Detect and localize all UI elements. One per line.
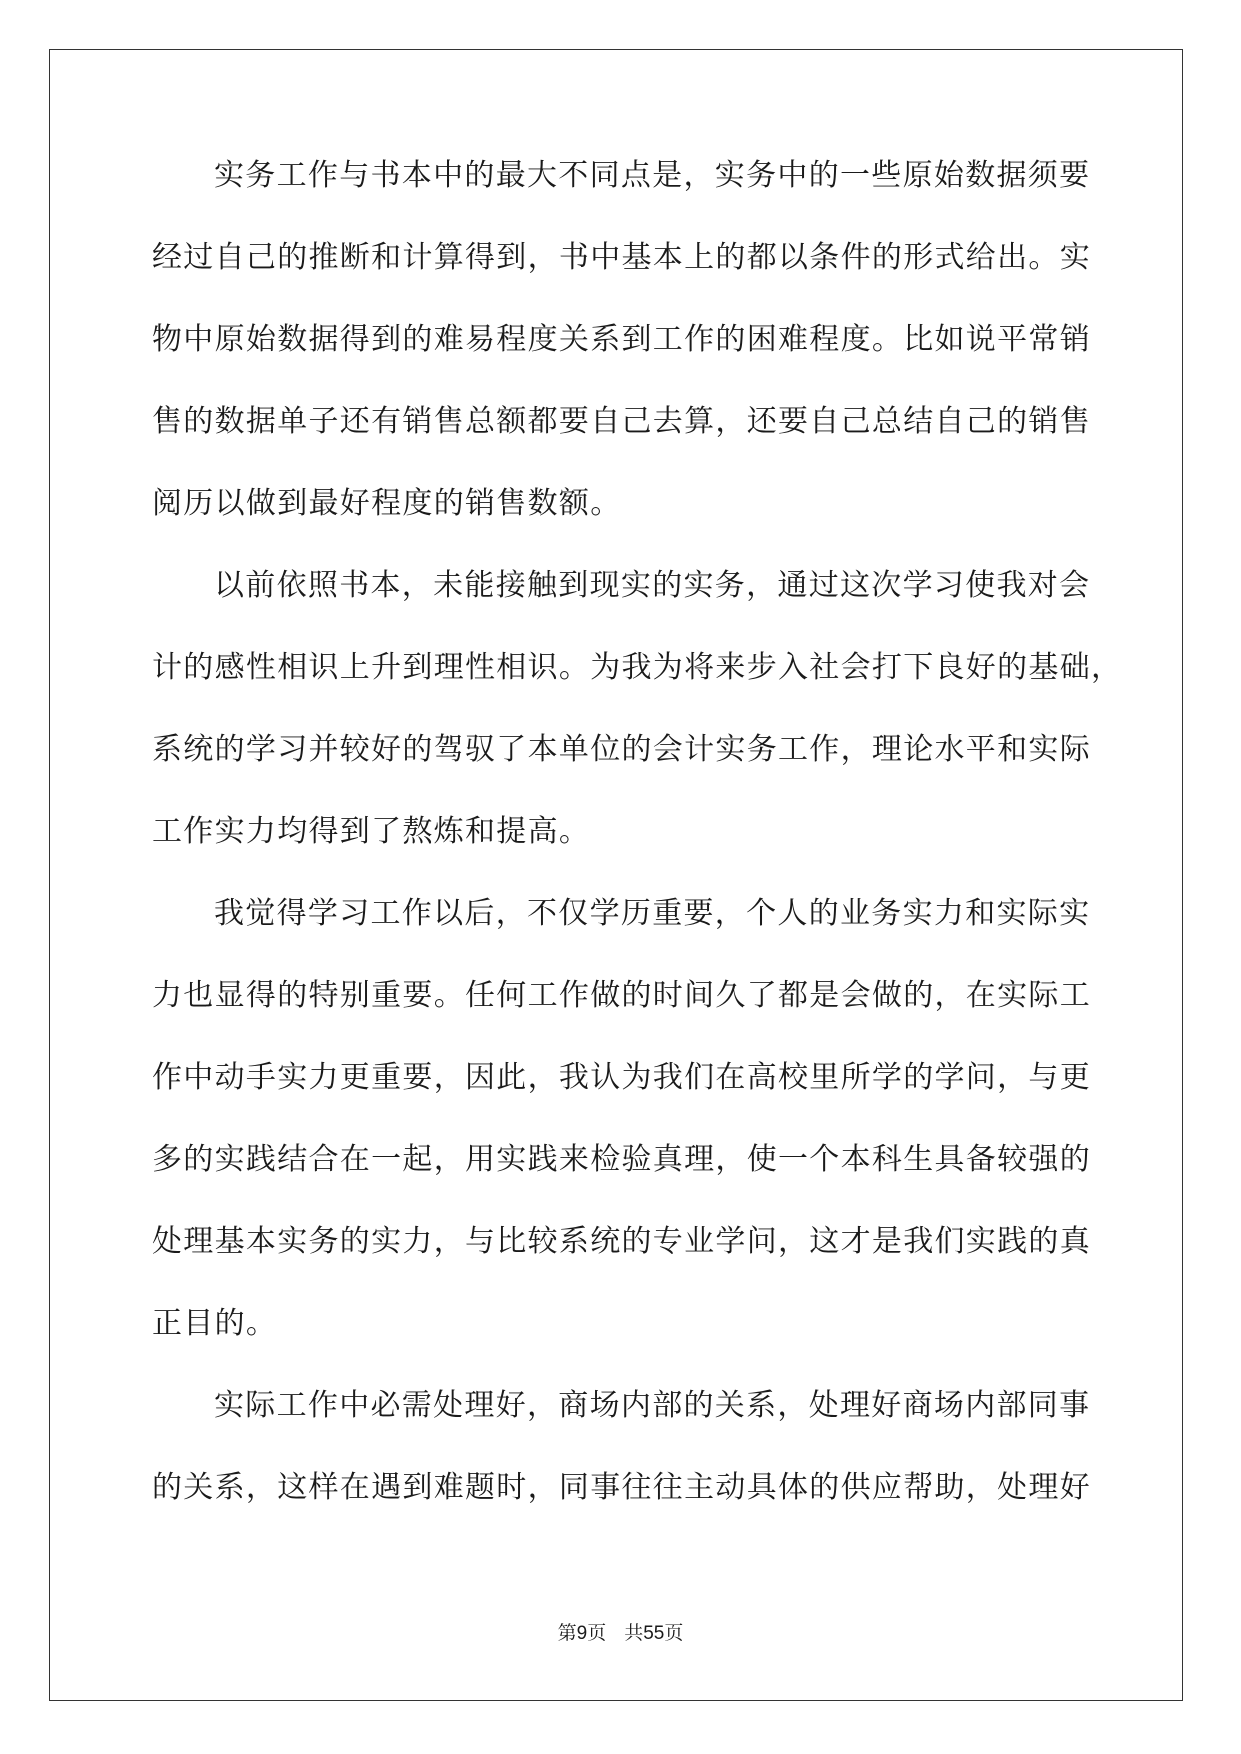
paragraph-1-line-1: 实务工作与书本中的最大不同点是，实务中的一些原始数据须要	[214, 158, 1091, 193]
page-footer	[0, 1618, 1241, 1645]
document-body	[152, 156, 1123, 1550]
paragraph-1-line-2: 经过自己的推断和计算得到，书中基本上的都以条件的形式给出。实	[152, 240, 1091, 275]
paragraph-2-line-1: 以前依照书本，未能接触到现实的实务，通过这次学习使我对会	[214, 568, 1091, 603]
paragraph-3-line-3: 作中动手实力更重要，因此，我认为我们在高校里所学的学问，与更	[152, 1060, 1091, 1095]
footer-page-prefix: 第	[557, 1622, 577, 1644]
paragraph-2-line-2: 计的感性相识上升到理性相识。为我为将来步入社会打下良好的基础，	[152, 650, 1123, 685]
paragraph-2-line-3: 系统的学习并较好的驾驭了本单位的会计实务工作，理论水平和实际	[152, 732, 1091, 767]
paragraph-1-line-5: 阅历以做到最好程度的销售数额。	[152, 486, 622, 521]
paragraph-3-line-4: 多的实践结合在一起，用实践来检验真理，使一个本科生具备较强的	[152, 1142, 1091, 1177]
footer-total-pages: 55	[643, 1623, 665, 1644]
paragraph-3-line-6: 正目的。	[152, 1306, 278, 1341]
footer-total-suffix: 页	[664, 1622, 684, 1644]
paragraph-1-line-4: 售的数据单子还有销售总额都要自己去算，还要自己总结自己的销售	[152, 404, 1091, 439]
paragraph-3-line-1: 我觉得学习工作以后，不仅学历重要，个人的业务实力和实际实	[214, 896, 1091, 931]
paragraph-1-line-3: 物中原始数据得到的难易程度关系到工作的困难程度。比如说平常销	[152, 322, 1091, 357]
paragraph-3-line-2: 力也显得的特别重要。任何工作做的时间久了都是会做的，在实际工	[152, 978, 1091, 1013]
paragraph-2-line-4: 工作实力均得到了熬炼和提高。	[152, 814, 591, 849]
paragraph-4-line-2: 的关系，这样在遇到难题时，同事往往主动具体的供应帮助，处理好	[152, 1470, 1091, 1505]
footer-total-prefix: 共	[624, 1622, 644, 1644]
paragraph-3-line-5: 处理基本实务的实力，与比较系统的专业学问，这才是我们实践的真	[152, 1224, 1091, 1259]
paragraph-4-line-1: 实际工作中必需处理好，商场内部的关系，处理好商场内部同事	[214, 1388, 1091, 1423]
footer-page-suffix: 页	[587, 1622, 607, 1644]
footer-page-number: 9	[576, 1623, 588, 1644]
